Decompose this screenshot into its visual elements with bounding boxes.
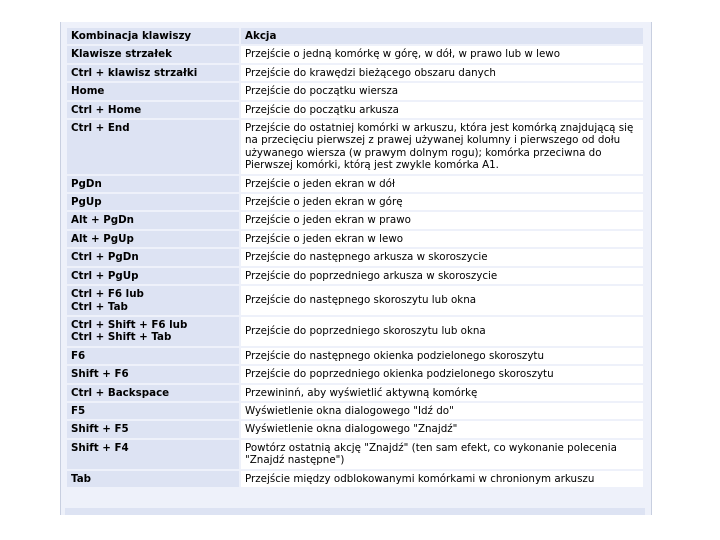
- shortcut-keys: Shift + F6: [71, 368, 129, 381]
- shortcut-action: Przejście do ostatniej komórki w arkuszu, która jest komórką znajdującą się na przecięciu pierwszej z prawej używanej kolumny i pierwszego od dołu używanego wiersza (w prawym dolnym rogu); komórka przeciwna do Pierwszej komórki, którą jest zwykle komórka A1.: [241, 120, 643, 174]
- shortcut-keys-cell: [67, 194, 239, 210]
- shortcut-keys-cell: [67, 268, 239, 284]
- header-keys: Kombinacja klawiszy: [67, 28, 239, 44]
- shortcut-action: Przejście do następnego okienka podzielonego skoroszytu: [241, 348, 643, 364]
- shortcut-action: Przejście do poprzedniego skoroszytu lub okna: [241, 317, 643, 346]
- shortcut-keys: PgUp: [71, 196, 102, 209]
- shortcut-keys: Home: [71, 85, 105, 98]
- table-row: [67, 348, 643, 364]
- shortcut-keys: Shift + F5: [71, 423, 129, 436]
- table-row: [67, 268, 643, 284]
- table-row: [67, 403, 643, 419]
- shortcut-keys-cell: [67, 176, 239, 192]
- shortcut-keys: Shift + F4: [71, 441, 129, 454]
- shortcut-action: Przejście między odblokowanymi komórkami w chronionym arkuszu: [241, 471, 643, 487]
- table-row: [67, 286, 643, 315]
- shortcut-keys: Alt + PgUp: [71, 232, 134, 245]
- shortcut-keys: F5: [71, 404, 86, 417]
- shortcut-keys: Ctrl + klawisz strzałki: [71, 66, 198, 79]
- shortcut-keys: Tab: [71, 472, 92, 485]
- table-row: [67, 120, 643, 174]
- table-row: [67, 212, 643, 228]
- cutoff-row: [65, 508, 645, 515]
- shortcut-action: Przejście do poprzedniego okienka podzielonego skoroszytu: [241, 366, 643, 382]
- shortcut-keys: Alt + PgDn: [71, 214, 135, 227]
- shortcut-keys-cell: [67, 212, 239, 228]
- shortcut-keys: Ctrl + PgUp: [71, 269, 139, 282]
- shortcut-keys-cell: [67, 286, 239, 315]
- table-row: [67, 194, 643, 210]
- table-row: [67, 102, 643, 118]
- shortcut-table-frame: [60, 22, 652, 515]
- shortcut-action: Przejście do poprzedniego arkusza w skoroszycie: [241, 268, 643, 284]
- shortcut-action: Wyświetlenie okna dialogowego "Znajdź": [241, 421, 643, 437]
- shortcut-keys-cell: [67, 65, 239, 81]
- shortcut-action: Przejście do następnego arkusza w skoroszycie: [241, 249, 643, 265]
- table-header-row: [67, 28, 643, 44]
- shortcut-keys-cell: [67, 440, 239, 469]
- shortcut-action: Przejście o jeden ekran w lewo: [241, 231, 643, 247]
- shortcut-keys: Klawisze strzałek: [71, 48, 172, 61]
- shortcut-keys-cell: [67, 421, 239, 437]
- shortcut-keys: Ctrl + Shift + Tab: [71, 331, 172, 344]
- shortcut-action: Powtórz ostatnią akcję "Znajdź" (ten sam efekt, co wykonanie polecenia "Znajdź następne"): [241, 440, 643, 469]
- table-row: [67, 231, 643, 247]
- shortcut-keys: Ctrl + Shift + F6 lub: [71, 318, 188, 331]
- shortcut-keys-cell: [67, 120, 239, 174]
- shortcut-action: Przejście o jeden ekran w prawo: [241, 212, 643, 228]
- table-row: [67, 471, 643, 487]
- table-row: [67, 83, 643, 99]
- table-row: [67, 176, 643, 192]
- table-row: [67, 366, 643, 382]
- shortcut-keys-cell: [67, 403, 239, 419]
- shortcut-action: Przejście o jedną komórkę w górę, w dół, w prawo lub w lewo: [241, 46, 643, 62]
- shortcut-keys-cell: [67, 385, 239, 401]
- shortcut-keys: Ctrl + Backspace: [71, 386, 170, 399]
- shortcut-keys-cell: [67, 46, 239, 62]
- table-row: [67, 65, 643, 81]
- shortcut-keys-cell: [67, 83, 239, 99]
- shortcut-action: Przejście do krawędzi bieżącego obszaru danych: [241, 65, 643, 81]
- shortcut-keys-cell: [67, 348, 239, 364]
- shortcut-keys: Ctrl + Tab: [71, 300, 128, 313]
- shortcut-action: Przejście do początku wiersza: [241, 83, 643, 99]
- shortcut-keys: PgDn: [71, 177, 102, 190]
- shortcut-keys: Ctrl + End: [71, 122, 130, 135]
- shortcut-action: Przejście do następnego skoroszytu lub okna: [241, 286, 643, 315]
- header-action: Akcja: [241, 28, 643, 44]
- shortcut-keys-cell: [67, 231, 239, 247]
- shortcut-action: Przejście do początku arkusza: [241, 102, 643, 118]
- shortcut-keys: Ctrl + PgDn: [71, 251, 139, 264]
- table-row: [67, 421, 643, 437]
- shortcut-action: Wyświetlenie okna dialogowego "Idź do": [241, 403, 643, 419]
- shortcut-keys-cell: [67, 249, 239, 265]
- table-row: [67, 46, 643, 62]
- shortcut-action: Przejście o jeden ekran w górę: [241, 194, 643, 210]
- shortcut-keys-cell: [67, 471, 239, 487]
- shortcut-action: Przejście o jeden ekran w dół: [241, 176, 643, 192]
- shortcut-keys: Ctrl + Home: [71, 103, 142, 116]
- table-row: [67, 385, 643, 401]
- table-row: [67, 440, 643, 469]
- shortcut-keys: F6: [71, 349, 86, 362]
- shortcut-table: [65, 26, 645, 489]
- table-body: [67, 46, 643, 487]
- table-row: [67, 249, 643, 265]
- table-row: [67, 317, 643, 346]
- shortcut-keys: Ctrl + F6 lub: [71, 288, 144, 301]
- shortcut-keys-cell: [67, 366, 239, 382]
- shortcut-keys-cell: [67, 317, 239, 346]
- shortcut-action: Przewininń, aby wyświetlić aktywną komórkę: [241, 385, 643, 401]
- shortcut-keys-cell: [67, 102, 239, 118]
